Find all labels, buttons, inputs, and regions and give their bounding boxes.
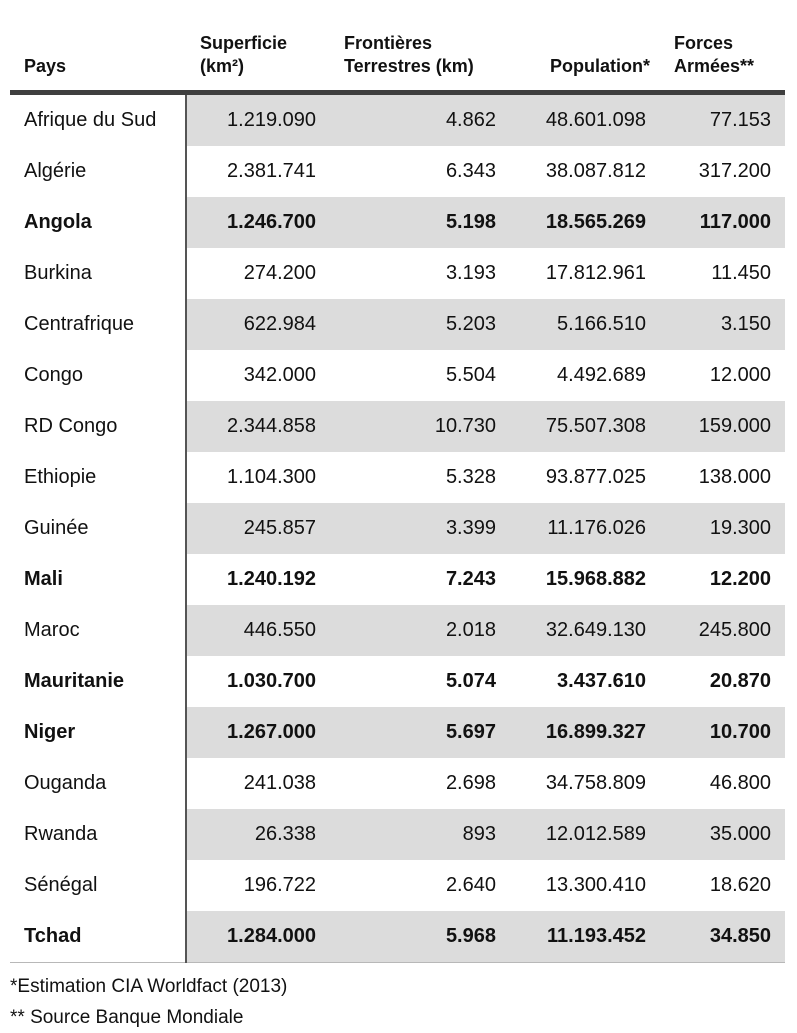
- table-row: [10, 503, 785, 554]
- header-frontieres: [330, 0, 510, 93]
- cell-population: 11.193.452: [510, 911, 660, 963]
- cell-pays: Mauritanie: [10, 656, 186, 707]
- cell-pays: Sénégal: [10, 860, 186, 911]
- cell-forces: 11.450: [711, 262, 771, 284]
- cell-population: 32.649.130: [510, 605, 660, 656]
- header-forces-line1: Forces: [674, 33, 734, 53]
- table-row: [10, 248, 785, 299]
- header-row: [10, 0, 785, 93]
- cell-superficie: 196.722: [243, 874, 316, 896]
- header-pays-line2: Pays: [24, 56, 67, 76]
- cell-population: 3.437.610: [557, 670, 646, 692]
- cell-frontieres: 5.328: [445, 466, 496, 488]
- header-population-line2: Population*: [550, 56, 650, 76]
- cell-pays: Rwanda: [10, 809, 186, 860]
- cell-superficie: 2.344.858: [186, 401, 330, 452]
- cell-forces: 20.870: [709, 670, 771, 692]
- table-row: [10, 656, 785, 707]
- cell-population: 48.601.098: [510, 93, 660, 147]
- table-row: [10, 452, 785, 503]
- table-row: [10, 809, 785, 860]
- table-row: [10, 146, 785, 197]
- table-row: [10, 197, 785, 248]
- cell-frontieres: 3.193: [445, 262, 496, 284]
- cell-superficie: 622.984: [186, 299, 330, 350]
- cell-frontieres: 10.730: [330, 401, 510, 452]
- cell-forces: 10.700: [660, 707, 785, 758]
- cell-population: 4.492.689: [557, 364, 646, 386]
- table-row: [10, 860, 785, 911]
- cell-pays: Congo: [10, 350, 186, 401]
- cell-pays: Tchad: [10, 911, 186, 963]
- cell-population: 11.176.026: [510, 503, 660, 554]
- cell-superficie: 1.267.000: [186, 707, 330, 758]
- header-population: [510, 0, 660, 93]
- cell-population: 34.758.809: [545, 772, 646, 794]
- cell-frontieres: 5.697: [330, 707, 510, 758]
- cell-pays: Afrique du Sud: [10, 93, 186, 147]
- table-row: [10, 707, 785, 758]
- header-superficie: [186, 0, 330, 93]
- cell-population: 15.968.882: [545, 568, 646, 590]
- cell-pays: Niger: [10, 707, 186, 758]
- cell-population: 12.012.589: [510, 809, 660, 860]
- table-header: [10, 0, 785, 93]
- cell-superficie: 1.246.700: [186, 197, 330, 248]
- cell-forces: 77.153: [660, 93, 785, 147]
- cell-forces: 317.200: [698, 160, 771, 182]
- cell-frontieres: 5.504: [445, 364, 496, 386]
- header-frontieres-line1: Frontières: [344, 33, 433, 53]
- footnote-cia: *Estimation CIA Worldfact (2013): [10, 976, 288, 997]
- cell-forces: 159.000: [660, 401, 785, 452]
- cell-forces: 35.000: [660, 809, 785, 860]
- cell-superficie: 245.857: [186, 503, 330, 554]
- cell-forces: 46.800: [709, 772, 771, 794]
- cell-pays: RD Congo: [10, 401, 186, 452]
- cell-pays: Ouganda: [10, 758, 186, 809]
- cell-pays: Algérie: [10, 146, 186, 197]
- cell-population: 16.899.327: [510, 707, 660, 758]
- cell-population: 13.300.410: [545, 874, 646, 896]
- cell-frontieres: 893: [330, 809, 510, 860]
- cell-superficie: 2.381.741: [227, 160, 316, 182]
- cell-forces: 12.000: [709, 364, 771, 386]
- table-row: [10, 605, 785, 656]
- cell-frontieres: 5.203: [330, 299, 510, 350]
- cell-frontieres: 6.343: [445, 160, 496, 182]
- table-row: [10, 350, 785, 401]
- cell-superficie: 274.200: [243, 262, 316, 284]
- header-superficie-line1: Superficie: [200, 33, 288, 53]
- cell-pays: Guinée: [10, 503, 186, 554]
- cell-frontieres: 2.698: [445, 772, 496, 794]
- cell-frontieres: 2.018: [330, 605, 510, 656]
- cell-pays: Angola: [10, 197, 186, 248]
- cell-superficie: 1.240.192: [227, 568, 316, 590]
- cell-population: 18.565.269: [510, 197, 660, 248]
- cell-population: 38.087.812: [545, 160, 646, 182]
- cell-frontieres: 5.198: [330, 197, 510, 248]
- cell-superficie: 241.038: [243, 772, 316, 794]
- cell-superficie: 26.338: [186, 809, 330, 860]
- header-pays: [10, 0, 186, 93]
- cell-superficie: 1.030.700: [227, 670, 316, 692]
- cell-population: 93.877.025: [545, 466, 646, 488]
- cell-frontieres: 5.074: [445, 670, 496, 692]
- cell-forces: 138.000: [698, 466, 771, 488]
- cell-superficie: 446.550: [186, 605, 330, 656]
- cell-frontieres: 4.862: [330, 93, 510, 147]
- header-forces-line2: Armées**: [674, 56, 755, 76]
- cell-frontieres: 5.968: [330, 911, 510, 963]
- cell-superficie: 1.219.090: [186, 93, 330, 147]
- cell-pays: Burkina: [10, 248, 186, 299]
- cell-forces: 245.800: [660, 605, 785, 656]
- cell-superficie: 342.000: [243, 364, 316, 386]
- table-row: [10, 554, 785, 605]
- cell-frontieres: 7.243: [445, 568, 496, 590]
- cell-forces: 19.300: [660, 503, 785, 554]
- cell-pays: Maroc: [10, 605, 186, 656]
- cell-superficie: 1.104.300: [227, 466, 316, 488]
- header-frontieres-line2: Terrestres (km): [344, 56, 474, 76]
- cell-population: 17.812.961: [545, 262, 646, 284]
- table-row: [10, 758, 785, 809]
- table-row: [10, 299, 785, 350]
- cell-population: 75.507.308: [510, 401, 660, 452]
- country-data-table: [10, 0, 785, 963]
- cell-forces: 18.620: [709, 874, 771, 896]
- footnote-banque-mondiale: ** Source Banque Mondiale: [10, 1007, 244, 1028]
- cell-forces: 12.200: [709, 568, 771, 590]
- document: [10, 0, 785, 1033]
- cell-forces: 34.850: [660, 911, 785, 963]
- table-row: [10, 93, 785, 147]
- header-forces: [660, 0, 785, 93]
- table-row: [10, 911, 785, 963]
- cell-forces: 3.150: [660, 299, 785, 350]
- table-row: [10, 401, 785, 452]
- cell-superficie: 1.284.000: [186, 911, 330, 963]
- cell-forces: 117.000: [660, 197, 785, 248]
- cell-frontieres: 3.399: [330, 503, 510, 554]
- cell-frontieres: 2.640: [445, 874, 496, 896]
- header-superficie-line2: (km²): [200, 56, 244, 76]
- table-body: [10, 93, 785, 963]
- cell-pays: Ethiopie: [10, 452, 186, 503]
- cell-population: 5.166.510: [510, 299, 660, 350]
- cell-pays: Centrafrique: [10, 299, 186, 350]
- cell-pays: Mali: [10, 554, 186, 605]
